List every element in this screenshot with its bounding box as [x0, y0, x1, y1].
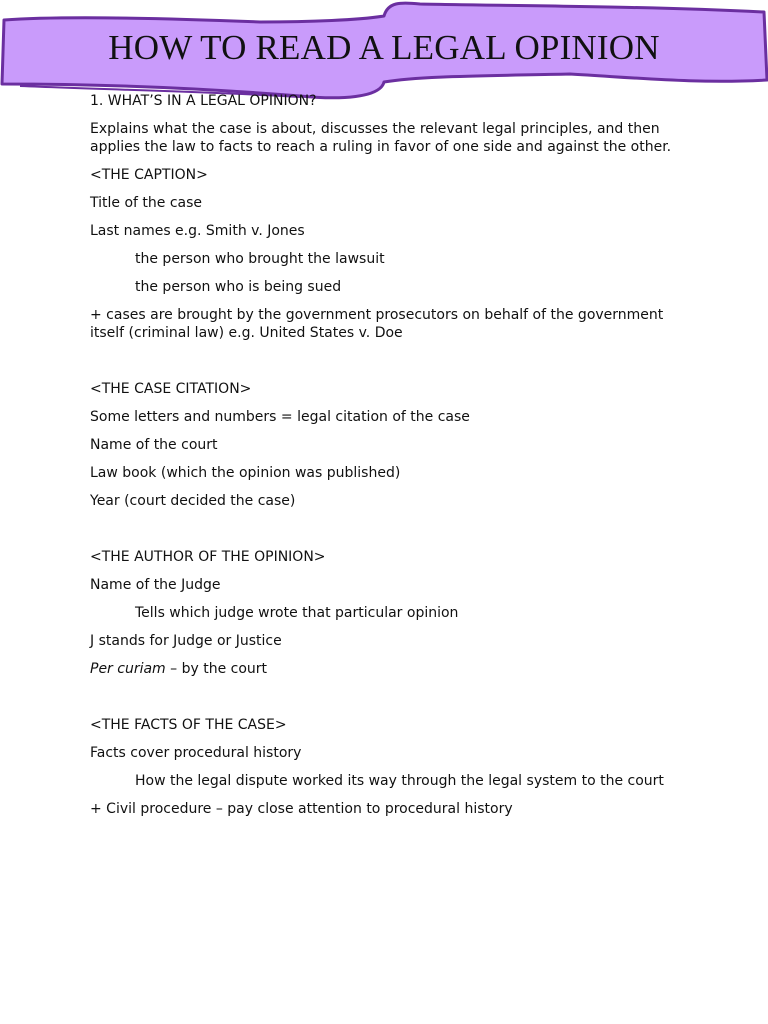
section-heading: 1. WHAT’S IN A LEGAL OPINION?	[90, 93, 317, 109]
citation-line: Name of the court	[90, 437, 218, 453]
facts-line: + Civil procedure – pay close attention to procedural history	[90, 801, 513, 817]
citation-line: Some letters and numbers = legal citation of the case	[90, 409, 470, 425]
document-body	[90, 92, 690, 818]
caption-subline: the person who is being sued	[135, 279, 342, 295]
author-line: Name of the Judge	[90, 577, 221, 593]
caption-line: Last names e.g. Smith v. Jones	[90, 223, 305, 239]
per-curiam-definition: – by the court	[165, 661, 268, 677]
author-subline: Tells which judge wrote that particular opinion	[135, 605, 459, 621]
per-curiam-term: Per curiam	[90, 661, 166, 677]
caption-line: Title of the case	[90, 195, 203, 211]
title-banner	[0, 0, 768, 104]
facts-heading: <THE FACTS OF THE CASE>	[90, 717, 287, 733]
caption-note: + cases are brought by the government prosecutors on behalf of the government itself (criminal law) e.g. United States v. Doe	[90, 307, 664, 341]
citation-line: Year (court decided the case)	[90, 493, 296, 509]
citation-line: Law book (which the opinion was published)	[90, 465, 401, 481]
caption-subline: the person who brought the lawsuit	[135, 251, 385, 267]
facts-subline: How the legal dispute worked its way through the legal system to the court	[135, 773, 664, 789]
per-curiam-line	[90, 660, 690, 678]
author-line: J stands for Judge or Justice	[90, 633, 282, 649]
intro-paragraph: Explains what the case is about, discusses the relevant legal principles, and then applies the law to facts to reach a ruling in favor of one side and against the other.	[90, 121, 672, 155]
page-title: HOW TO READ A LEGAL OPINION	[108, 28, 660, 67]
caption-heading: <THE CAPTION>	[90, 167, 208, 183]
citation-heading: <THE CASE CITATION>	[90, 381, 252, 397]
facts-line: Facts cover procedural history	[90, 745, 302, 761]
author-heading: <THE AUTHOR OF THE OPINION>	[90, 549, 326, 565]
